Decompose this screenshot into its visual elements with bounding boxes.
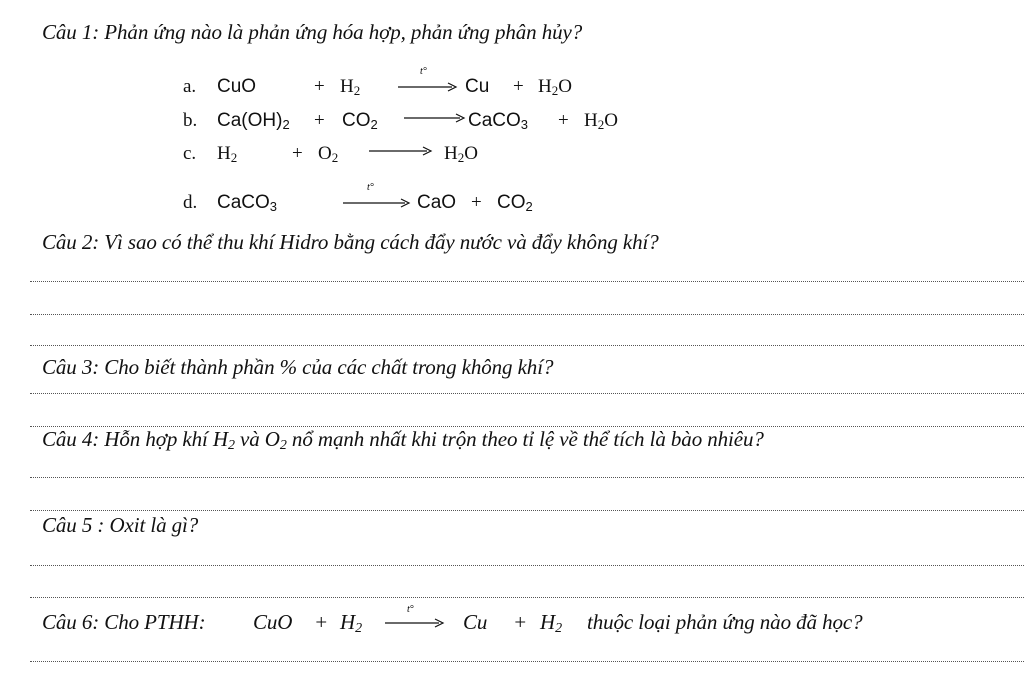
answer-line [30, 345, 1024, 346]
question-1: Câu 1: Phản ứng nào là phản ứng hóa hợp, phản ứng phân hủy? [42, 20, 583, 44]
answer-line [30, 565, 1024, 566]
product-1: Cu [465, 76, 490, 97]
plus-sign: + [292, 143, 303, 164]
plus-sign: + [314, 610, 329, 634]
answer-line [30, 477, 1024, 478]
answer-line [30, 510, 1024, 511]
product-1: CaO [417, 192, 457, 213]
reaction-arrow [402, 104, 466, 124]
reactant-1: CuO [217, 76, 257, 97]
reaction-arrow [396, 62, 458, 82]
plus-sign: + [558, 110, 569, 131]
question-6-tail: thuộc loại phản ứng nào đã học? [587, 610, 863, 634]
question-2: Câu 2: Vì sao có thể thu khí Hidro bằng cách đẩy nước và đẩy không khí? [42, 230, 659, 254]
plus-sign: + [513, 76, 524, 97]
plus-sign: + [314, 110, 325, 131]
reactant-2: $CO_2$ [342, 110, 378, 132]
question-6: Câu 6: Cho PTHH: CuO + $H_2$ t° Cu + $H_2$ thuộc loại phản ứng nào đã học? [42, 610, 1022, 635]
product-2: $H_2O$ [538, 76, 572, 98]
product-1: $H_2O$ [444, 143, 478, 165]
reaction-arrow [341, 178, 411, 198]
answer-line [30, 314, 1024, 315]
option-label-b: b. [183, 110, 198, 131]
plus-sign: + [314, 76, 325, 97]
answer-line [30, 597, 1024, 598]
reactant-1: CaCO$_3$ [217, 192, 278, 214]
condition-label: t° [420, 66, 427, 77]
product-2: $H_2O$ [584, 110, 618, 132]
answer-line [30, 393, 1024, 394]
reactant-1: $Ca(OH)_2$ [217, 110, 290, 132]
option-label-d: d. [183, 192, 198, 213]
plus-sign: + [471, 192, 482, 213]
question-5: Câu 5 : Oxit là gì? [42, 513, 199, 537]
reactant-2: $O_2$ [318, 143, 339, 165]
answer-line [30, 281, 1024, 282]
reactant-1: $H_2$ [217, 143, 238, 165]
condition-label: t° [367, 182, 374, 193]
product-2: $CO_2$ [497, 192, 533, 214]
option-label-c: c. [183, 143, 197, 164]
reactant-1: CuO [253, 610, 293, 634]
option-label-a: a. [183, 76, 197, 97]
product-1: CaCO$_3$ [468, 110, 529, 132]
question-3: Câu 3: Cho biết thành phần % của các chất trong không khí? [42, 355, 554, 379]
plus-sign: + [513, 610, 528, 634]
product-1: Cu [463, 610, 488, 634]
reactant-2: $H_2$ [340, 610, 362, 636]
answer-line [30, 661, 1024, 662]
product-2: $H_2$ [540, 610, 562, 636]
reactant-2: $H_2$ [340, 76, 361, 98]
reaction-arrow [367, 137, 433, 157]
question-4: Câu 4: Hỗn hợp khí $H_2$ và $O_2$ nổ mạnh nhất khi trộn theo tỉ lệ về thể tích là bào nhiêu? [42, 427, 764, 453]
reaction-arrow [383, 600, 445, 640]
condition-label: t° [407, 604, 414, 615]
